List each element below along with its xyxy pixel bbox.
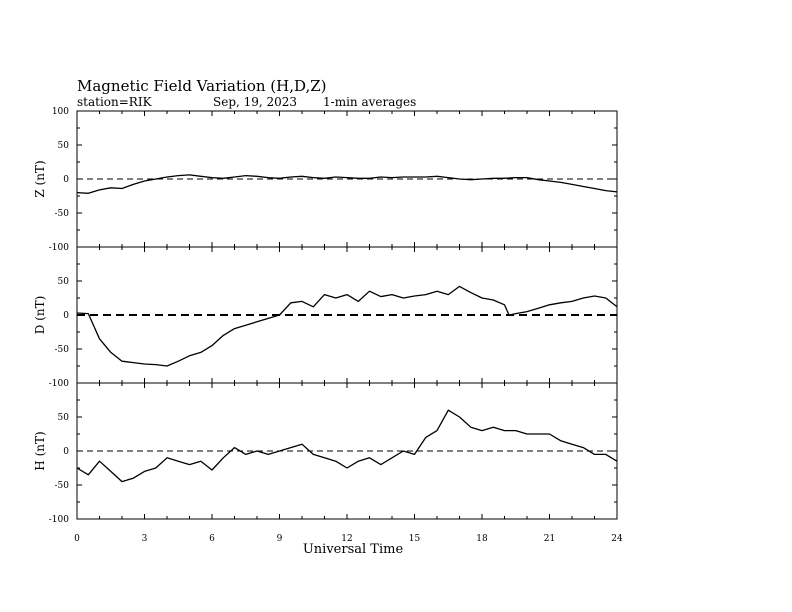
panel-2 — [33, 383, 617, 525]
x-axis-label: Universal Time — [302, 542, 404, 557]
panels — [33, 107, 617, 525]
y-tick-label: -100 — [48, 515, 69, 525]
station-label: station=RIK — [77, 95, 152, 109]
date-label: Sep, 19, 2023 — [213, 95, 298, 109]
y-tick-label: -50 — [54, 209, 69, 219]
x-tick-label: 0 — [74, 534, 80, 544]
x-tick-label: 6 — [209, 534, 215, 544]
y-axis-label: D (nT) — [33, 295, 47, 335]
y-tick-label: 0 — [63, 175, 69, 185]
y-tick-label: 50 — [57, 141, 69, 151]
y-tick-label: 0 — [63, 447, 69, 457]
y-tick-label: 50 — [57, 277, 69, 287]
x-tick-label: 21 — [543, 534, 556, 544]
y-tick-label: 50 — [57, 413, 69, 423]
y-axis-label: Z (nT) — [33, 160, 47, 198]
averaging-label: 1-min averages — [323, 95, 417, 109]
panel-0 — [33, 107, 617, 253]
y-tick-label: -50 — [54, 345, 69, 355]
series-line — [77, 286, 617, 366]
x-tick-label: 24 — [611, 534, 623, 544]
x-tick-label: 12 — [341, 534, 353, 544]
y-tick-label: -100 — [48, 243, 69, 253]
y-tick-label: 100 — [51, 107, 69, 117]
x-tick-label: 3 — [141, 534, 148, 544]
x-tick-label: 15 — [408, 534, 421, 544]
panel-1 — [33, 247, 617, 389]
series-line — [77, 175, 617, 193]
x-tick-label: 18 — [476, 534, 488, 544]
y-tick-label: -50 — [54, 481, 69, 491]
x-tick-label: 9 — [276, 534, 283, 544]
chart-title: Magnetic Field Variation (H,D,Z) — [77, 77, 327, 95]
y-tick-label: -100 — [48, 379, 69, 389]
y-tick-label: 0 — [63, 311, 69, 321]
series-line — [77, 410, 617, 481]
y-axis-label: H (nT) — [33, 431, 47, 471]
